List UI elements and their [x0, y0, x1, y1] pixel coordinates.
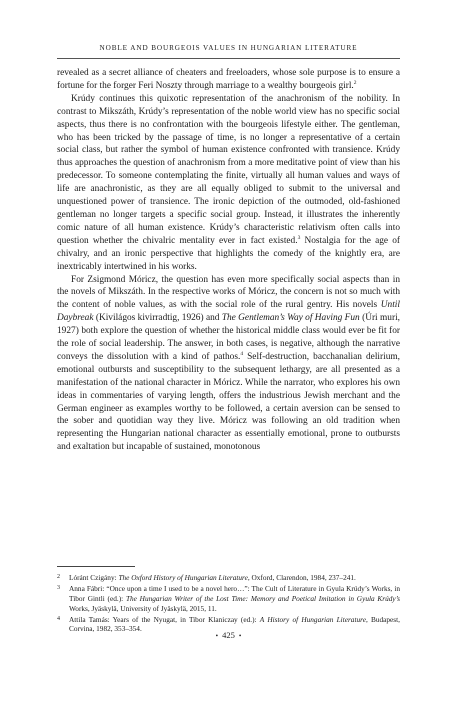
- paragraph-text: (Úri muri, 1927) both explore the question of whether the historical middle class would ever be fit for the role of social leadership. The answer, in both cases, is negative, although the narrative conveys the dissolution with a kind of pathos.: [57, 313, 400, 362]
- bullet-icon: •: [238, 632, 242, 640]
- running-head: NOBLE AND BOURGEOIS VALUES IN HUNGARIAN LITERATURE: [99, 44, 358, 52]
- footnote-number: 2: [57, 574, 60, 580]
- footnotes: [57, 573, 400, 635]
- paragraph-text: revealed as a secret alliance of cheaters and freeloaders, whose sole purpose is to ensure a fortune for the forger Feri Noszty through marriage to a wealthy bourgeois girl.: [57, 68, 400, 91]
- paragraph-text: For Zsigmond Móricz, the question has even more specifically social aspects than in the novels of Mikszáth. In the respective works of Móricz, the concern is not so much with the content of noble values, as with the social role of the rural gentry. His novels: [57, 274, 400, 311]
- footnote-text-part: , Budapest, Corvina, 1982, 353–354.: [69, 614, 400, 634]
- paragraph-text: Self-destruction, bacchanalian delirium, emotional outbursts and susceptibility to the subsequent lethargy, are all presented as a manifestation of the national character in Móricz. While the narrator, who explores his own ideas in commentaries of varying length, offers the industrious Jewish merchant and the German engineer as examples worthy to be followed, a certain aversion can be sensed to the sober and quotidian way they live. Móricz was following an old tradition when representing the Hungarian national character as essentially emotional, prone to outbursts and exaltation but incapable of sustained, monotonous: [57, 351, 400, 453]
- footnote-text-part: Lóránt Czigány:: [69, 573, 119, 582]
- footnote: [57, 584, 400, 613]
- header-rule: [57, 58, 400, 59]
- book-title: The Gentleman’s Way of Having Fun: [221, 313, 360, 324]
- footnote-text-part: , Oxford, Clarendon, 1984, 237–241.: [247, 573, 356, 582]
- footnote-ref: 3: [297, 234, 301, 241]
- book-title: Until Daybreak: [57, 300, 400, 324]
- footnote-ref: 4: [240, 350, 244, 357]
- body-text: [57, 67, 400, 454]
- footnote-number: 4: [57, 615, 60, 622]
- footnote-ref: 2: [353, 79, 357, 86]
- footnote-text-part: Attila Tamás: Years of the Nyugat, in Tibor Klaniczay (ed.):: [69, 614, 260, 624]
- footnote-text: [69, 584, 400, 613]
- footnote-number: 3: [57, 584, 60, 591]
- bullet-icon: •: [215, 632, 219, 640]
- paragraph-text: Krúdy continues this quixotic representation of the anachronism of the nobility. In contrast to Mikszáth, Krúdy’s representation of the noble world view has no specific social aspects, thus there is no confrontation with the bourgeois lifestyle either. The gentleman, who has been tricked by the passage of time, is no longer a representative of a certain social class, but rather the symbol of human existence confronted with transience. Krúdy thus approaches the question of anachronism from a more meditative point of view than his predecessor. To someone contemplating the finite, virtually all human values and ways of life are anachronistic, as they are all equally obliged to submit to the universal and unquestioned power of transience. The ironic depiction of the outmoded, old-fashioned gentleman no longer targets a specific social group. Instead, it illustrates the inherently comic nature of all human existence. Krúdy’s characteristic relativism often calls into question whether the chivalric mentality ever in fact existed.: [57, 93, 400, 246]
- paragraph-1: [57, 67, 400, 93]
- paragraph-2: [57, 93, 400, 274]
- footnote-title: The Hungarian Writer of the Lost Time: Memory and Poetical Imitation in Gyula Krúdy’s: [125, 593, 400, 603]
- footnote-text: [69, 573, 400, 583]
- footnote-text-part: Works, Jyäskylä, University of Jyäskylä, 2015, 11.: [69, 603, 217, 613]
- footnote-text-part: Anna Fábri: “Once upon a time I used to be a novel hero…”: The Cult of Literature in Gyula Krúdy’s Works, in Tibor Gintli (ed.):: [69, 583, 400, 603]
- page-number-value: 425: [222, 630, 235, 640]
- paragraph-3: [57, 274, 400, 455]
- paragraph-text: (Kivilágos kivirradtig, 1926) and: [93, 313, 222, 324]
- footnote-rule: [57, 566, 135, 567]
- footnote-title: A History of Hungarian Literature: [259, 614, 366, 624]
- page-number: [0, 630, 457, 640]
- paragraph-text: Nostalgia for the age of chivalry, and an ironic perspective that highlights the comedy of the knightly era, are inextricably intertwined in his works.: [57, 235, 400, 272]
- footnote: [57, 573, 400, 583]
- footnote-title: The Oxford History of Hungarian Literature: [118, 573, 248, 582]
